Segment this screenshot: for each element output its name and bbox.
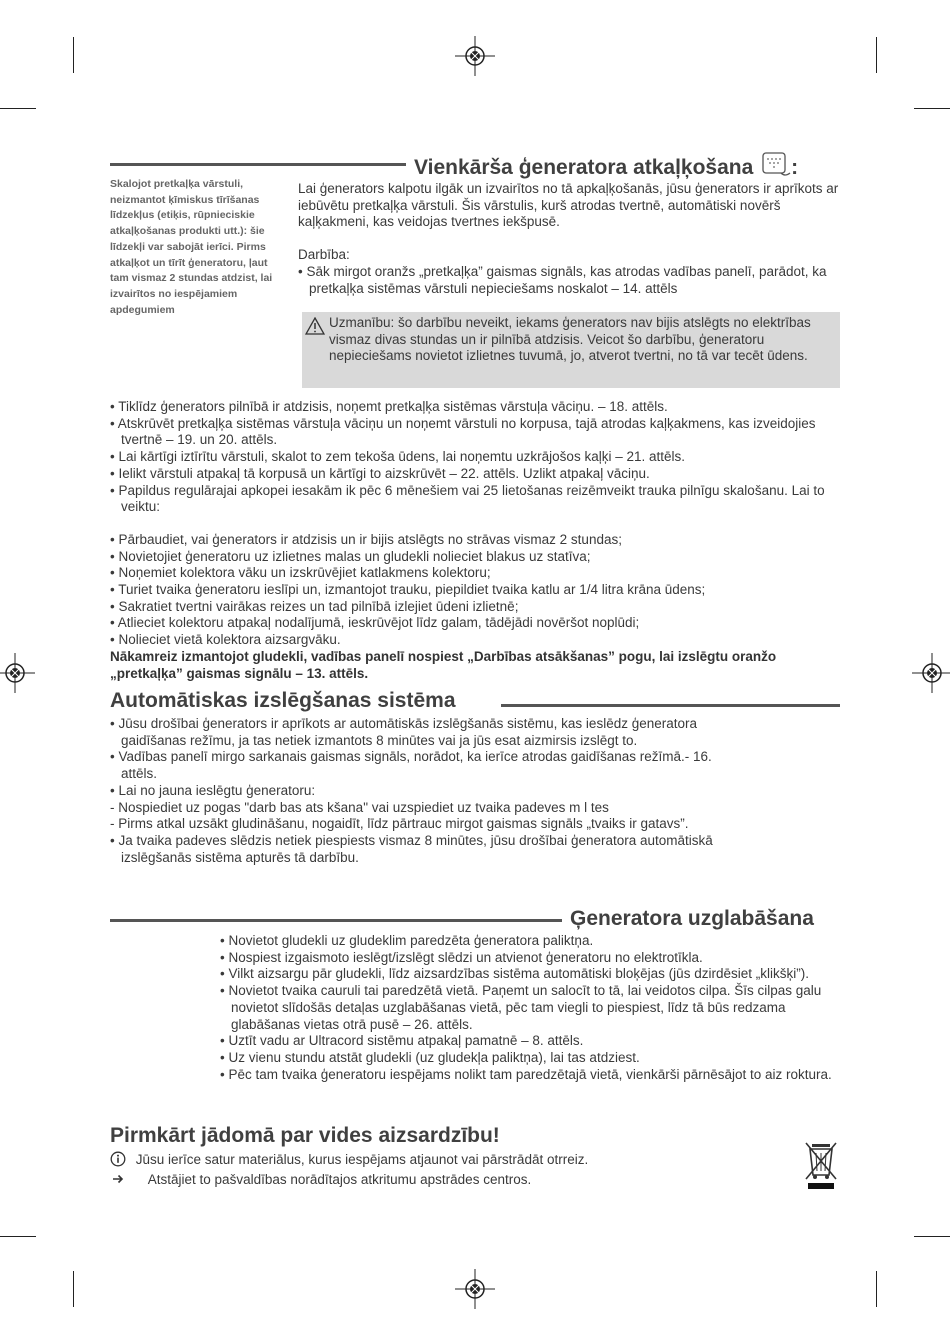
descale-title: Vienkārša ģeneratora atkaļķošana : — [414, 151, 798, 180]
list-item: • Vadības panelī mirgo sarkanais gaismas signāls, norādot, ka ierīce atrodas gaidīšanas režīmā.- 16. attēls. — [110, 749, 712, 782]
list-item: • Ja tvaika padeves slēdzis netiek piespiests vismaz 8 minūtes, jūsu drošībai ģeneratora automātiskā izslēgšanās sistēma apturēs tā darbību. — [110, 832, 713, 865]
warning-icon — [305, 317, 325, 335]
list-item: • Turiet tvaika ģeneratoru ieslīpi un, izmantojot trauku, piepildiet tvaika katlu ar 1/4 litra krāna ūdens; — [110, 582, 706, 598]
crop-mark — [876, 37, 877, 73]
list-item: • Atskrūvēt pretkaļķa sistēmas vārstuļa vāciņu un noņemt vārstuli no korpusa, tajā atrodas kaļķakmens, kas izveidojies tvertnē – 19. un 20. attēls. — [110, 415, 816, 448]
list-item: • Pēc tam tvaika ģeneratoru iespējams nolikt tam paredzētajā vietā, vienkārši pārnēsājot to aiz roktura. — [220, 1066, 832, 1082]
list-item: • Nospiest izgaismoto ieslēgt/izslēgt slēdzi un atvienot ģeneratoru no elektrotīkla. — [220, 949, 703, 965]
crop-mark — [0, 1236, 36, 1237]
list-item: • Pārbaudiet, vai ģenerators ir atdzisis un ir bijis atslēgts no strāvas vismaz 2 stundas; — [110, 531, 622, 547]
registration-mark-icon — [455, 36, 495, 76]
list-item: • Novietojiet ģeneratoru uz izlietnes malas un gludekli nolieciet blakus uz statīva; — [110, 548, 591, 564]
environment-title: Pirmkārt jādomā par vides aizsardzību! — [110, 1124, 500, 1147]
environment-text — [110, 1150, 750, 1190]
auto-off-title: Automātiskas izslēgšanas sistēma — [110, 689, 456, 712]
descale-icon — [761, 151, 791, 179]
list-item: • Papildus regulārajai apkopei iesakām ik pēc 6 mēnešiem vai 25 lietošanas reizēmveikt trauka pilnīgu skalošanu. Lai to veiktu: — [110, 482, 825, 515]
list-item: • Lai kārtīgi iztīrītu vārstuli, skalot to zem tekoša ūdens, lai noņemtu uzkrājošos kaļķi – 21. attēls. — [110, 449, 685, 465]
action-label: Darbība: — [298, 247, 350, 263]
registration-mark-icon — [455, 1269, 495, 1309]
storage-list — [220, 933, 842, 1083]
crop-mark — [914, 1236, 950, 1237]
list-item: • Tiklīdz ģenerators pilnībā ir atdzisis, noņemt pretkaļķa sistēmas vārstuļa vāciņu. – 18. attēls. — [110, 399, 668, 414]
registration-mark-icon — [912, 653, 950, 693]
list-item: • Uztīt vadu ar Ultracord sistēmu atpakaļ pamatnē – 8. attēls. — [220, 1033, 584, 1049]
weee-bin-icon — [804, 1141, 838, 1191]
list-item: • Novietot gludekli uz gludeklim paredzēta ģeneratora paliktņa. — [220, 933, 594, 948]
crop-mark — [0, 108, 36, 109]
crop-mark — [73, 1271, 74, 1307]
heading-rule — [110, 163, 406, 166]
list-item: • Noņemiet kolektora vāku un izskrūvējiet katlakmens kolektoru; — [110, 565, 491, 581]
descale-intro: Lai ģenerators kalpotu ilgāk un izvairītos no tā apkaļķošanās, jūsu ģenerators ir aprīkots ar iebūvētu pretkaļķa vārstuli. Šis vārstulis, kurš atrodas tvertnē, automātiski novērš kaļķakmeni, kas veidojas tvertnes iekšpusē. — [298, 181, 839, 230]
crop-mark — [914, 108, 950, 109]
list-item: • Vilkt aizsargu pār gludekli, līdz aizsardzības sistēma automātiski bloķējas (jūs dzirdēsiet „klikšķi”). — [220, 966, 809, 982]
info-icon — [110, 1151, 126, 1167]
crop-mark — [876, 1271, 877, 1307]
arrow-right-icon — [110, 1171, 126, 1187]
auto-off-list — [110, 716, 740, 866]
list-item: • Jūsu drošībai ģenerators ir aprīkots ar automātiskās izslēgšanās sistēmu, kas ieslēdz ģeneratora gaidīšanas režīmu, ja tas netiek izmantots 8 minūtes vai ja jūs esat aizmirsis izslēgt to. — [110, 716, 698, 748]
storage-title: Ģeneratora uzglabāšana — [570, 907, 814, 930]
heading-rule — [110, 919, 562, 922]
list-item: • Ielikt vārstuli atpakaļ tā korpusā un kārtīgi to aizskrūvēt – 22. attēls. Uzlikt atpakaļ vāciņu. — [110, 465, 650, 481]
warning-box — [302, 312, 840, 388]
list-item: • Lai no jauna ieslēgtu ģeneratoru: — [110, 782, 316, 798]
list-item: • Atlieciet kolektoru atpakaļ nodalījumā, ieskrūvējot līdz galam, tādējādi novēršot noplūdi; — [110, 615, 640, 631]
warning-text: Uzmanību: šo darbību neveikt, iekams ģenerators nav bijis atslēgts no elektrības vismaz divas stundas un ir pilnībā atdzisis. Veicot šo darbību, ģeneratoru nepieciešams novietot izlietnes tuvumā, jo, atverot tvertni, no tā var tecēt ūdens. — [329, 315, 811, 364]
descale-intro-block — [298, 181, 843, 297]
list-item: • Sakratiet tvertni vairākas reizes un tad pilnībā izlejiet ūdeni izlietnē; — [110, 598, 519, 614]
list-item: • Uz vienu stundu atstāt gludekli (uz gludekļa paliktņa), lai tas atdziest. — [220, 1049, 640, 1065]
list-item: • Nolieciet vietā kolektora aizsargvāku. — [110, 632, 341, 648]
list-item: - Nospiediet uz pogas "darb bas ats kšana" vai uzspiediet uz tvaika padeves m l tes — [110, 799, 609, 815]
registration-mark-icon — [0, 653, 35, 693]
heading-rule — [501, 704, 840, 707]
crop-mark — [73, 37, 74, 73]
descale-steps — [110, 399, 845, 682]
closing-note: Nākamreiz izmantojot gludekli, vadības panelī nospiest „Darbības atsākšanas” pogu, lai izslēgtu oranžo „pretkaļķa” gaismas signālu – 13. attēls. — [110, 648, 777, 681]
side-note: Skalojot pretkaļķa vārstuli, neizmantot ķīmiskus tīrīšanas līdzekļus (etiķis, rūpnieciskie atkaļķošanas produkti utt.): šie līdzekļi var sabojāt ierīci. Pirms atkaļķot un tīrīt ģeneratoru, ļaut tam vismaz 2 stundas atdzist, lai izvairītos no iespējamiem apdegumiem — [110, 178, 273, 316]
list-item: • Novietot tvaika cauruli tai paredzētā vietā. Paņemt un salocīt to tā, lai veidotos cilpa. Šīs cilpas galu novietot slīdošās detaļas uzglabāšanas vietā, pēc tam viegli to piespiest, līdz tā būs redzama glabāšanas vietas otrā pusē – 26. attēls. — [220, 983, 822, 1032]
environment-line: Atstājiet to pašvaldības norādītajos atkritumu apstrādes centros. — [110, 1170, 750, 1190]
list-item: • Sāk mirgot oranžs „pretkaļķa” gaismas signāls, kas atrodas vadības panelī, parādot, ka pretkaļķa sistēmas vārstuli nepieciešams noskalot – 14. attēls — [298, 263, 827, 296]
environment-line: Jūsu ierīce satur materiālus, kurus iespējams atjaunot vai pārstrādāt otrreiz. — [110, 1150, 750, 1170]
list-item: - Pirms atkal uzsākt gludināšanu, nogaidīt, līdz pārtrauc mirgot gaismas signāls „tvaiks ir gatavs”. — [110, 816, 689, 832]
